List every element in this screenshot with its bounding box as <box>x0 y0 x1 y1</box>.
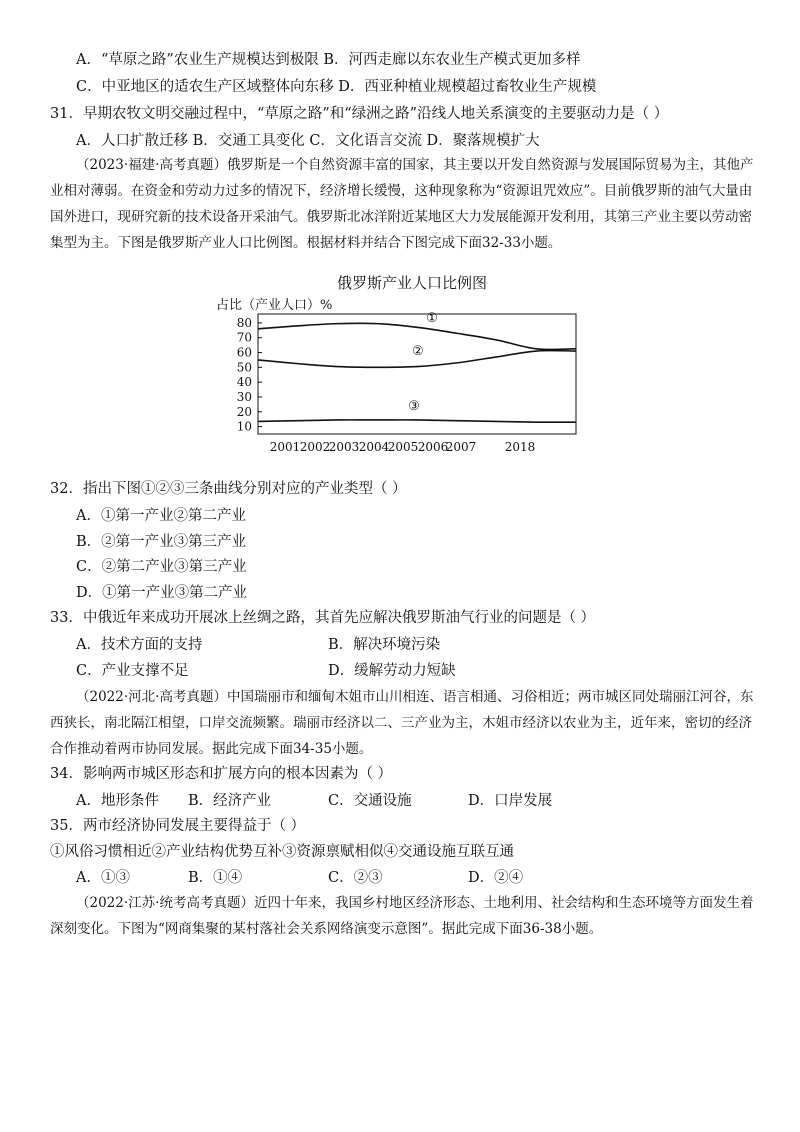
q32-stem: 32．指出下图①②③三条曲线分别对应的产业类型（ ） <box>50 481 407 497</box>
q35-option-b: B．①④ <box>188 870 243 886</box>
y-tick-label: 70 <box>236 330 252 345</box>
q31-options: A．人口扩散迁移 B．交通工具变化 C．文化语言交流 D．聚落规模扩大 <box>76 133 540 149</box>
q30-option-c-d: C．中亚地区的适农生产区域整体向东移 D．西亚种植业规模超过畜牧业生产规模 <box>76 79 597 95</box>
q35-option-d: D．②④ <box>468 870 524 886</box>
series-line-3 <box>258 420 576 422</box>
q34-stem: 34．影响两市城区形态和扩展方向的根本因素为（ ） <box>50 766 393 782</box>
q33-stem: 33．中俄近年来成功开展冰上丝绸之路，其首先应解决俄罗斯油气行业的问题是（ ） <box>50 610 596 626</box>
q33-option-d: D．缓解劳动力短缺 <box>328 663 456 679</box>
q33-option-c: C．产业支撑不足 <box>76 663 189 679</box>
material-paragraph-1: （2023·福建·高考真题）俄罗斯是一个自然资源丰富的国家，其主要以开发自然资源与发展国际贸易为主，其他产业相对薄弱。在资金和劳动力过多的情况下，经济增长缓慢，这种现象称为“资源诅咒效应”。目前俄罗斯的油气大量由国外进口，现研究新的技术设备开采油气。俄罗斯北冰洋附近某地区大力发展能源开发利用，其第三产业主要以劳动密集型为主。下图是俄罗斯产业人口比例图。根据材料并结合下图完成下面32-33小题。 <box>50 157 754 251</box>
q32-option-d: D．①第一产业③第二产业 <box>76 585 248 601</box>
y-tick-label: 40 <box>236 375 252 390</box>
material-paragraph-3: （2022·江苏·统考高考真题）近四十年来，我国乡村地区经济形态、土地利用、社会结构和生态环境等方面发生着深刻变化。下图为“网商集聚的某村落社会关系网络演变示意图”。据此完成下面36-38小题。 <box>50 895 754 937</box>
material-paragraph-2: （2022·河北·高考真题）中国瑞丽市和缅甸木姐市山川相连、语言相通、习俗相近；两市城区同处瑞丽江河谷，东西狭长，南北隔江相望，口岸交流频繁。瑞丽市经济以二、三产业为主，木姐市经济以农业为主，近年来，密切的经济合作推动着两市协同发展。据此完成下面34-35小题。 <box>50 689 754 757</box>
q35-stem: 35．两市经济协同发展主要得益于（ ） <box>50 818 306 834</box>
q35-conditions: ①风俗习惯相近②产业结构优势互补③资源禀赋相似④交通设施互联互通 <box>50 844 514 860</box>
y-tick-label: 10 <box>236 419 252 434</box>
series-label-3: ③ <box>408 399 420 414</box>
chart-y-axis-label: 占比（产业人口）% <box>216 298 333 313</box>
q32-option-a: A．①第一产业②第二产业 <box>76 508 246 524</box>
chart-title: 俄罗斯产业人口比例图 <box>337 274 488 292</box>
y-tick-label: 30 <box>236 389 252 404</box>
q34-option-a: A．地形条件 <box>76 793 159 809</box>
q30-option-a-b: A．“草原之路”农业生产规模达到极限 B．河西走廊以东农业生产模式更加多样 <box>76 52 581 68</box>
x-tick-label: 2006 <box>417 440 449 454</box>
x-tick-label: 2001 <box>269 440 301 454</box>
x-tick-label: 2004 <box>358 440 390 454</box>
y-tick-label: 50 <box>236 360 252 375</box>
y-tick-label: 20 <box>236 404 252 419</box>
q31-stem: 31．早期农牧文明交融过程中，“草原之路”和“绿洲之路”沿线人地关系演变的主要驱动力是（ ） <box>50 106 669 122</box>
industry-population-chart <box>0 0 800 470</box>
series-label-2: ② <box>412 344 424 359</box>
q33-option-b: B．解决环境污染 <box>328 637 441 653</box>
q33-option-a: A．技术方面的支持 <box>76 637 203 653</box>
x-tick-label: 2007 <box>445 440 477 454</box>
y-tick-label: 60 <box>236 345 252 360</box>
x-tick-label: 2002 <box>299 440 331 454</box>
x-tick-label: 2005 <box>387 440 419 454</box>
q35-option-a: A．①③ <box>76 870 130 886</box>
q34-option-c: C．交通设施 <box>328 793 412 809</box>
y-tick-label: 80 <box>236 315 252 330</box>
chart-plot-frame <box>258 314 576 434</box>
q34-option-d: D．口岸发展 <box>468 793 553 809</box>
q34-option-b: B．经济产业 <box>188 793 272 809</box>
x-tick-label: 2018 <box>504 440 536 454</box>
q32-option-b: B．②第一产业③第三产业 <box>76 534 247 550</box>
q35-option-c: C．②③ <box>328 870 383 886</box>
q32-option-c: C．②第二产业③第三产业 <box>76 559 247 575</box>
series-label-1: ① <box>426 311 438 326</box>
x-tick-label: 2003 <box>328 440 360 454</box>
